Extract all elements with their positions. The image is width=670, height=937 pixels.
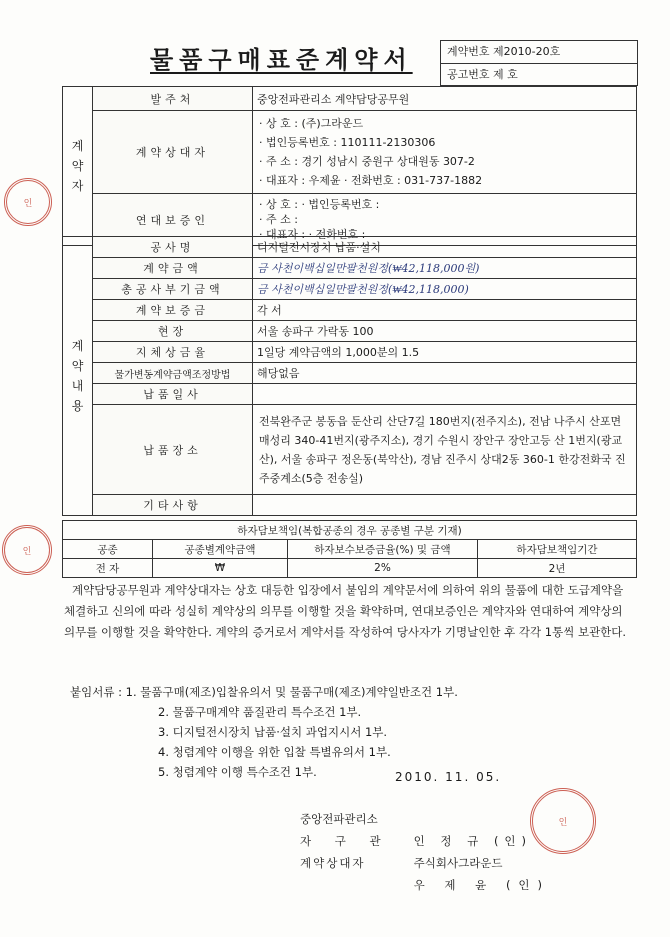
contractor-line: · 상 호 : (주)그라운드: [259, 117, 364, 130]
contract-body-text: 계약담당공무원과 계약상대자는 상호 대등한 입장에서 붙임의 계약문서에 의하여 위의 물품에 대한 도급계약을 체결하고 신의에 따라 성실히 계약상의 의무를 이행할 것을 확약하며, 연대보증인은 계약자와 연대하여 계약상의 의무를 이행할 것을 확약한다. 계약의 증거로서 계약서를 작성하여 당사자가 기명날인한 후 각각 1통씩 보관한다.: [64, 583, 627, 639]
signature-row: 우 제 윤 (인): [413, 878, 551, 892]
contract-number: 계약번호 제2010-20호: [441, 41, 637, 64]
seal-stamp-right-bottom: 인: [530, 788, 596, 854]
signature-row: 자 구 관 인 정 규 (인): [300, 834, 533, 848]
notice-number: 공고번호 제 호: [447, 68, 518, 81]
contract-number-box: [440, 40, 638, 86]
attachment-item: 4. 청렴계약 이행을 위한 입찰 특별유의서 1부.: [158, 745, 391, 759]
warranty-col: 공종별계약금액: [153, 540, 288, 559]
other-label: 기타사항: [93, 495, 253, 516]
warranty-table: [62, 520, 637, 578]
content-label: 납품일사: [93, 384, 253, 405]
surety-label: 연대보증인: [93, 194, 253, 246]
attachment-item: 5. 청렴계약 이행 특수조건 1부.: [158, 765, 317, 779]
warranty-col: 공종: [63, 540, 153, 559]
content-value: 금 사천이백십일만팔천원정(₩42,118,000원): [253, 258, 637, 279]
seal-stamp-left-top: 인: [4, 178, 52, 226]
contract-date: 2010. 11. 05.: [395, 770, 502, 784]
content-label: 총공사부기금액: [93, 279, 253, 300]
warranty-cell: 전 자: [63, 559, 153, 578]
content-label: 계약금액: [93, 258, 253, 279]
document-title: 물품구매표준계약서: [150, 46, 413, 74]
contractor-line: · 법인등록번호 : 110111-2130306: [259, 136, 436, 149]
content-value: 서울 송파구 가락동 100: [253, 321, 637, 342]
ordering-value: 중앙전파관리소 계약담당공무원: [253, 87, 637, 111]
content-label: 계약보증금: [93, 300, 253, 321]
contractor-details: [253, 111, 637, 194]
contents-section-label: 계약내용: [63, 237, 93, 516]
content-value: 금 사천이백십일만팔천원정(₩42,118,000): [253, 279, 637, 300]
content-value: 디지털전시장치 납품·설치: [253, 237, 637, 258]
surety-line: · 상 호 : · 법인등록번호 :: [259, 198, 380, 211]
surety-line: · 대표자 : · 전화번호 :: [259, 228, 366, 241]
ordering-label: 발주처: [93, 87, 253, 111]
content-label: 지체상금율: [93, 342, 253, 363]
warranty-cell: 2%: [288, 559, 478, 578]
warranty-col: 하자담보책임기간: [478, 540, 637, 559]
parties-section-label: 계약자: [63, 87, 93, 246]
delivery-label: 납품장소: [93, 405, 253, 495]
signature-row: 계약상대자 주식회사그라운드: [300, 856, 503, 870]
warranty-header: 하자담보책임(복합공종의 경우 공종별 구분 기재): [63, 521, 637, 540]
content-label: 물가변동계약금액조정방법: [93, 363, 253, 384]
other-value: [253, 495, 637, 516]
warranty-col: 하자보수보증금율(%) 및 금액: [288, 540, 478, 559]
delivery-places: 전북완주군 봉동읍 둔산리 산단7길 180번지(전주지소), 전남 나주시 산포면 매성리 340-41번지(광주지소), 경기 수원시 장안구 장안고등 산 1번지(광교산), 서울 송파구 정은동(북악산), 경남 진주시 상대2동 360-1 한강전화국 진주중계소(5층 전송실): [253, 405, 637, 495]
attachments: [70, 682, 458, 782]
content-value: 해당없음: [253, 363, 637, 384]
attachment-item: 붙임서류 : 1. 물품구매(제조)입찰유의서 및 물품구매(제조)계약일반조건 1부.: [70, 685, 458, 699]
contractor-line: · 주 소 : 경기 성남시 중원구 상대원동 307-2: [259, 155, 475, 168]
content-value: [253, 384, 637, 405]
seal-stamp-left-bottom: 인: [2, 525, 52, 575]
warranty-cell: ₩: [153, 559, 288, 578]
content-label: 현장: [93, 321, 253, 342]
parties-table: [62, 86, 637, 246]
content-value: 1일당 계약금액의 1,000분의 1.5: [253, 342, 637, 363]
contents-table: [62, 236, 637, 516]
attachments-label: 붙임서류 :: [70, 685, 122, 699]
attachment-item: 3. 디지털전시장치 납품·설치 과업지시서 1부.: [158, 725, 388, 739]
contractor-label: 계약상대자: [93, 111, 253, 194]
content-value: 각 서: [253, 300, 637, 321]
content-label: 공사명: [93, 237, 253, 258]
contractor-line: · 대표자 : 우제윤 · 전화번호 : 031-737-1882: [259, 174, 483, 187]
signature-row: 중앙전파관리소: [300, 812, 378, 826]
warranty-cell: 2년: [478, 559, 637, 578]
surety-line: · 주 소 :: [259, 213, 298, 226]
attachment-item: 2. 물품구매계약 품질관리 특수조건 1부.: [158, 705, 362, 719]
signature-block: [300, 808, 550, 896]
